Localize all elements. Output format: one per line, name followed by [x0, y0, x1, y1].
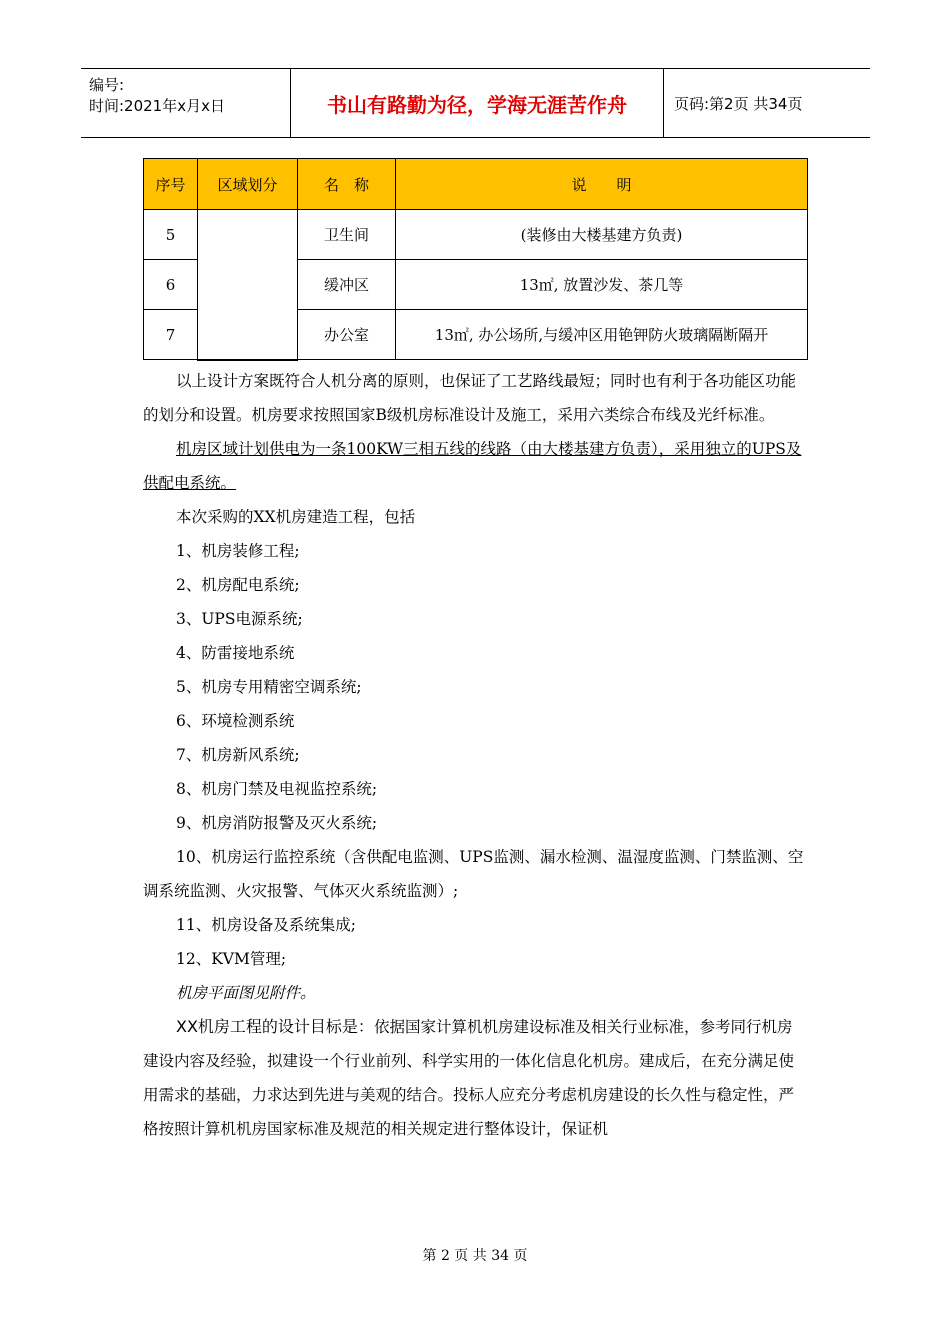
header-motto: 书山有路勤为径，学海无涯苦作舟 — [291, 69, 664, 137]
goal-label: XX机房工程的设计目标是： — [176, 1017, 374, 1036]
goal-text: 依据国家计算机机房建设标准及相关行业标准，参考同行机房建设内容及经验，拟建设一个行业前列、科学实用的一体化信息化机房。建成后，在充分满足使用需求的基础，力求达到先进与美观的结合。投标人应充分考虑机房建设的长久性与稳定性，严格按照计算机机房国家标准及规范的相关规定进行整体设计，保证机 — [143, 1018, 795, 1138]
list-item: 9、机房消防报警及灭火系统; — [176, 814, 378, 832]
paragraph-goal — [143, 1010, 807, 1146]
list-item: 12、KVM管理; — [176, 950, 287, 968]
page-footer: 第 2 页 共 34 页 — [422, 1248, 528, 1264]
paragraph-design: 以上设计方案既符合人机分离的原则，也保证了工艺路线最短；同时也有利于各功能区功能的划分和设置。机房要求按照国家B级机房标准设计及施工，采用六类综合布线及光纤标准。 — [143, 372, 797, 424]
row-no: 5 — [144, 210, 198, 260]
list-item: 11、机房设备及系统集成; — [176, 916, 356, 934]
list-item: 6、环境检测系统 — [176, 712, 295, 730]
list-item: 5、机房专用精密空调系统; — [176, 678, 362, 696]
row-desc: 13㎡, 放置沙发、茶几等 — [396, 260, 808, 310]
list-item: 3、UPS电源系统; — [176, 610, 303, 628]
time-label: 时间:2021年x月x日 — [89, 97, 225, 115]
zone-cell-merged — [198, 210, 298, 360]
col-header-zone: 区域划分 — [198, 159, 298, 210]
row-desc: 13㎡, 办公场所,与缓冲区用铯钾防火玻璃隔断隔开 — [396, 310, 808, 360]
row-name: 缓冲区 — [298, 260, 396, 310]
col-header-name: 名 称 — [298, 159, 396, 210]
row-name: 办公室 — [298, 310, 396, 360]
row-no: 7 — [144, 310, 198, 360]
page-header — [81, 68, 870, 138]
row-desc: (装修由大楼基建方负责) — [396, 210, 808, 260]
header-page-info: 页码:第2页 共34页 — [674, 94, 803, 113]
list-item: 8、机房门禁及电视监控系统; — [176, 780, 378, 798]
plan-note: 机房平面图见附件。 — [176, 984, 316, 1002]
header-meta — [81, 69, 291, 137]
number-label: 编号: — [89, 76, 125, 94]
list-item: 1、机房装修工程; — [176, 542, 300, 560]
paragraph-power: 机房区域计划供电为一条100KW三相五线的线路（由大楼基建方负责），采用独立的UPS及供配电系统。 — [143, 440, 802, 492]
row-no: 6 — [144, 260, 198, 310]
list-item: 10、机房运行监控系统（含供配电监测、UPS监测、漏水检测、温湿度监测、门禁监测、空调系统监测、火灾报警、气体灭火系统监测）; — [143, 848, 804, 900]
row-name: 卫生间 — [298, 210, 396, 260]
list-item: 4、防雷接地系统 — [176, 644, 295, 662]
list-item: 2、机房配电系统; — [176, 576, 300, 594]
body-text — [143, 364, 807, 1146]
paragraph-scope: 本次采购的XX机房建造工程，包括 — [176, 508, 416, 526]
table-header-row — [144, 159, 808, 210]
table-row — [144, 210, 808, 260]
list-item: 7、机房新风系统; — [176, 746, 300, 764]
area-table — [143, 158, 808, 361]
col-header-no: 序号 — [144, 159, 198, 210]
col-header-desc: 说 明 — [396, 159, 808, 210]
